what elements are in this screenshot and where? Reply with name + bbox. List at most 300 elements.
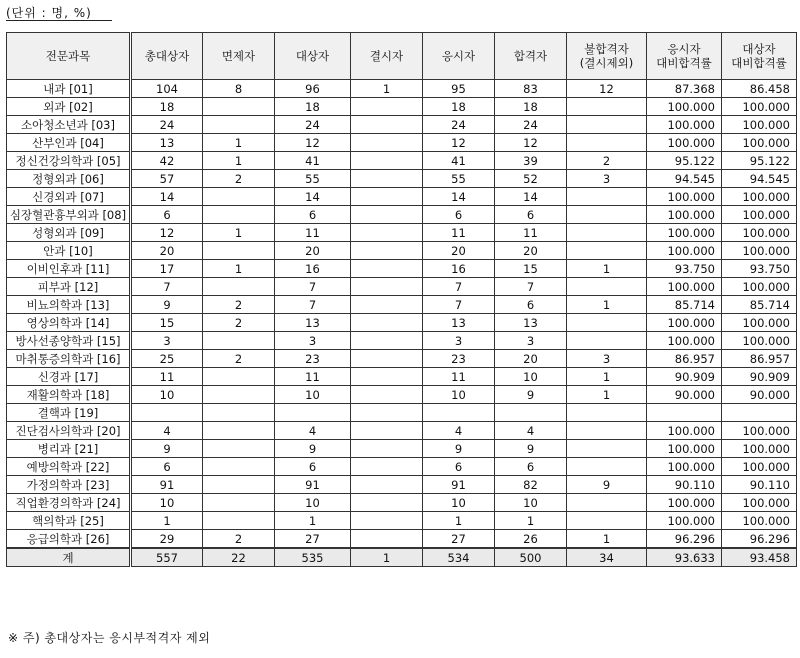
- total-cell: 20: [131, 242, 203, 260]
- rate-target-cell: 100.000: [722, 458, 797, 476]
- applicants-cell: 95: [423, 80, 495, 98]
- total-cell: 6: [131, 206, 203, 224]
- passed-cell: [495, 404, 567, 422]
- passed-cell: 82: [495, 476, 567, 494]
- applicants-cell: 4: [423, 422, 495, 440]
- rate-target-cell: [722, 404, 797, 422]
- passed-cell: 20: [495, 242, 567, 260]
- exempt-cell: [203, 476, 275, 494]
- header-exempt: 면제자: [203, 33, 275, 80]
- target-cell: 41: [275, 152, 351, 170]
- table-row: [7, 512, 797, 530]
- rate-target-cell: 86.957: [722, 350, 797, 368]
- rate-target-cell: 94.545: [722, 170, 797, 188]
- passed-cell: 3: [495, 332, 567, 350]
- absent-cell: [351, 458, 423, 476]
- applicants-cell: [423, 404, 495, 422]
- rate-target-cell: 100.000: [722, 224, 797, 242]
- subject-cell: 정신건강의학과 [05]: [7, 152, 131, 170]
- target-cell: 55: [275, 170, 351, 188]
- passed-cell: 15: [495, 260, 567, 278]
- passed-cell: 13: [495, 314, 567, 332]
- target-cell: 9: [275, 440, 351, 458]
- failed-cell: 3: [567, 170, 647, 188]
- table-row: [7, 98, 797, 116]
- header-rate-target-line1: 대상자: [742, 42, 776, 56]
- exempt-cell: 2: [203, 530, 275, 549]
- total-cell: 1: [131, 512, 203, 530]
- subject-cell: 응급의학과 [26]: [7, 530, 131, 549]
- absent-cell: [351, 296, 423, 314]
- table-row: [7, 206, 797, 224]
- header-failed: [567, 33, 647, 80]
- header-rate-app-line2: 대비합격률: [656, 56, 712, 70]
- rate-target-cell: 90.909: [722, 368, 797, 386]
- rate-target-cell: 100.000: [722, 206, 797, 224]
- failed-cell: 3: [567, 350, 647, 368]
- target-cell: 11: [275, 224, 351, 242]
- target-cell: 12: [275, 134, 351, 152]
- absent-cell: [351, 134, 423, 152]
- rate-applicants-cell: 90.909: [647, 368, 722, 386]
- header-rate-app-line1: 응시자: [667, 42, 701, 56]
- rate-target-cell: 96.296: [722, 530, 797, 549]
- total-cell: 24: [131, 116, 203, 134]
- target-cell: 27: [275, 530, 351, 549]
- rate-applicants-cell: 100.000: [647, 188, 722, 206]
- applicants-cell: 6: [423, 206, 495, 224]
- total-cell: 9: [131, 296, 203, 314]
- rate-applicants-cell: 85.714: [647, 296, 722, 314]
- passed-cell: 11: [495, 224, 567, 242]
- rate-target-cell: 100.000: [722, 242, 797, 260]
- rate-applicants-cell: 93.750: [647, 260, 722, 278]
- header-rate-target-line2: 대비합격률: [731, 56, 787, 70]
- table-row: [7, 134, 797, 152]
- applicants-cell: 534: [423, 548, 495, 567]
- table-row: [7, 296, 797, 314]
- passed-cell: 6: [495, 458, 567, 476]
- absent-cell: [351, 476, 423, 494]
- failed-cell: 1: [567, 530, 647, 549]
- exempt-cell: 8: [203, 80, 275, 98]
- total-cell: [131, 404, 203, 422]
- absent-cell: [351, 314, 423, 332]
- rate-applicants-cell: 100.000: [647, 134, 722, 152]
- applicants-cell: 24: [423, 116, 495, 134]
- subject-cell: 이비인후과 [11]: [7, 260, 131, 278]
- exempt-cell: [203, 278, 275, 296]
- total-cell: 3: [131, 332, 203, 350]
- target-cell: 535: [275, 548, 351, 567]
- table-row: [7, 152, 797, 170]
- failed-cell: [567, 98, 647, 116]
- target-cell: 24: [275, 116, 351, 134]
- exempt-cell: 2: [203, 170, 275, 188]
- rate-target-cell: 100.000: [722, 278, 797, 296]
- header-failed-line1: 불합격자: [584, 42, 629, 56]
- table-row: [7, 188, 797, 206]
- header-passed: 합격자: [495, 33, 567, 80]
- exempt-cell: [203, 332, 275, 350]
- rate-applicants-cell: 100.000: [647, 332, 722, 350]
- target-cell: 13: [275, 314, 351, 332]
- failed-cell: [567, 224, 647, 242]
- total-cell: 12: [131, 224, 203, 242]
- rate-applicants-cell: 90.110: [647, 476, 722, 494]
- unit-label: (단위 : 명, %): [6, 6, 92, 20]
- passed-cell: 10: [495, 494, 567, 512]
- exempt-cell: [203, 494, 275, 512]
- subject-cell: 방사선종양학과 [15]: [7, 332, 131, 350]
- table-row: [7, 440, 797, 458]
- passed-cell: 83: [495, 80, 567, 98]
- rate-target-cell: 90.000: [722, 386, 797, 404]
- absent-cell: [351, 170, 423, 188]
- failed-cell: [567, 134, 647, 152]
- failed-cell: [567, 206, 647, 224]
- failed-cell: [567, 116, 647, 134]
- target-cell: 3: [275, 332, 351, 350]
- absent-cell: 1: [351, 548, 423, 567]
- rate-target-cell: 100.000: [722, 440, 797, 458]
- target-cell: 23: [275, 350, 351, 368]
- subject-cell: 외과 [02]: [7, 98, 131, 116]
- table-row: [7, 332, 797, 350]
- subject-cell: 소아청소년과 [03]: [7, 116, 131, 134]
- exempt-cell: [203, 440, 275, 458]
- exempt-cell: 1: [203, 260, 275, 278]
- total-cell: 15: [131, 314, 203, 332]
- absent-cell: [351, 278, 423, 296]
- exempt-cell: 22: [203, 548, 275, 567]
- applicants-cell: 10: [423, 386, 495, 404]
- passed-cell: 7: [495, 278, 567, 296]
- failed-cell: 1: [567, 296, 647, 314]
- failed-cell: [567, 494, 647, 512]
- table-row: [7, 116, 797, 134]
- absent-cell: [351, 260, 423, 278]
- rate-applicants-cell: 100.000: [647, 458, 722, 476]
- rate-applicants-cell: 96.296: [647, 530, 722, 549]
- applicants-cell: 18: [423, 98, 495, 116]
- total-cell: 10: [131, 494, 203, 512]
- applicants-cell: 27: [423, 530, 495, 549]
- absent-cell: [351, 332, 423, 350]
- subject-cell: 계: [7, 548, 131, 567]
- applicants-cell: 10: [423, 494, 495, 512]
- rate-applicants-cell: 100.000: [647, 440, 722, 458]
- table-row: [7, 170, 797, 188]
- exempt-cell: [203, 98, 275, 116]
- subject-cell: 비뇨의학과 [13]: [7, 296, 131, 314]
- absent-cell: [351, 494, 423, 512]
- passed-cell: 6: [495, 206, 567, 224]
- subject-cell: 정형외과 [06]: [7, 170, 131, 188]
- applicants-cell: 20: [423, 242, 495, 260]
- applicants-cell: 1: [423, 512, 495, 530]
- applicants-cell: 13: [423, 314, 495, 332]
- rate-target-cell: 100.000: [722, 188, 797, 206]
- applicants-cell: 23: [423, 350, 495, 368]
- failed-cell: [567, 458, 647, 476]
- header-subject: 전문과목: [7, 33, 131, 80]
- exempt-cell: [203, 404, 275, 422]
- target-cell: 14: [275, 188, 351, 206]
- rate-applicants-cell: 86.957: [647, 350, 722, 368]
- rate-target-cell: 100.000: [722, 314, 797, 332]
- subject-cell: 진단검사의학과 [20]: [7, 422, 131, 440]
- rate-target-cell: 93.458: [722, 548, 797, 567]
- subject-cell: 성형외과 [09]: [7, 224, 131, 242]
- passed-cell: 24: [495, 116, 567, 134]
- total-cell: 29: [131, 530, 203, 549]
- rate-target-cell: 100.000: [722, 494, 797, 512]
- table-row: [7, 458, 797, 476]
- failed-cell: 34: [567, 548, 647, 567]
- passed-cell: 14: [495, 188, 567, 206]
- absent-cell: [351, 152, 423, 170]
- exempt-cell: [203, 368, 275, 386]
- rate-target-cell: 95.122: [722, 152, 797, 170]
- total-cell: 10: [131, 386, 203, 404]
- target-cell: 10: [275, 386, 351, 404]
- header-total: 총대상자: [131, 33, 203, 80]
- header-applicants: 응시자: [423, 33, 495, 80]
- rate-applicants-cell: 100.000: [647, 224, 722, 242]
- passed-cell: 26: [495, 530, 567, 549]
- total-cell: 57: [131, 170, 203, 188]
- passed-cell: 10: [495, 368, 567, 386]
- table-row: [7, 278, 797, 296]
- failed-cell: 1: [567, 368, 647, 386]
- subject-cell: 피부과 [12]: [7, 278, 131, 296]
- target-cell: 7: [275, 296, 351, 314]
- failed-cell: 2: [567, 152, 647, 170]
- failed-cell: [567, 278, 647, 296]
- target-cell: 20: [275, 242, 351, 260]
- rate-applicants-cell: 100.000: [647, 98, 722, 116]
- total-cell: 104: [131, 80, 203, 98]
- subject-cell: 심장혈관흉부외과 [08]: [7, 206, 131, 224]
- header-rate-target: [722, 33, 797, 80]
- passed-cell: 12: [495, 134, 567, 152]
- passed-cell: 18: [495, 98, 567, 116]
- passed-cell: 6: [495, 296, 567, 314]
- absent-cell: [351, 404, 423, 422]
- total-cell: 25: [131, 350, 203, 368]
- applicants-cell: 9: [423, 440, 495, 458]
- unit-underline: [6, 20, 112, 21]
- total-cell: 9: [131, 440, 203, 458]
- rate-applicants-cell: 100.000: [647, 314, 722, 332]
- applicants-cell: 41: [423, 152, 495, 170]
- absent-cell: [351, 98, 423, 116]
- subject-cell: 결핵과 [19]: [7, 404, 131, 422]
- absent-cell: 1: [351, 80, 423, 98]
- failed-cell: 1: [567, 260, 647, 278]
- applicants-cell: 14: [423, 188, 495, 206]
- exempt-cell: [203, 242, 275, 260]
- rate-target-cell: 85.714: [722, 296, 797, 314]
- subject-cell: 병리과 [21]: [7, 440, 131, 458]
- absent-cell: [351, 116, 423, 134]
- subject-cell: 산부인과 [04]: [7, 134, 131, 152]
- subject-cell: 마취통증의학과 [16]: [7, 350, 131, 368]
- target-cell: 4: [275, 422, 351, 440]
- total-cell: 11: [131, 368, 203, 386]
- total-cell: 42: [131, 152, 203, 170]
- target-cell: 10: [275, 494, 351, 512]
- table-row: [7, 386, 797, 404]
- absent-cell: [351, 188, 423, 206]
- applicants-cell: 12: [423, 134, 495, 152]
- rate-target-cell: 100.000: [722, 512, 797, 530]
- absent-cell: [351, 386, 423, 404]
- rate-applicants-cell: 87.368: [647, 80, 722, 98]
- exempt-cell: 1: [203, 152, 275, 170]
- failed-cell: [567, 404, 647, 422]
- failed-cell: [567, 512, 647, 530]
- table-row: [7, 368, 797, 386]
- passed-cell: 20: [495, 350, 567, 368]
- exempt-cell: 2: [203, 350, 275, 368]
- absent-cell: [351, 512, 423, 530]
- absent-cell: [351, 422, 423, 440]
- rate-applicants-cell: [647, 404, 722, 422]
- exempt-cell: [203, 386, 275, 404]
- exempt-cell: [203, 458, 275, 476]
- absent-cell: [351, 206, 423, 224]
- absent-cell: [351, 242, 423, 260]
- header-row: [7, 33, 797, 80]
- header-absent: 결시자: [351, 33, 423, 80]
- passed-cell: 4: [495, 422, 567, 440]
- rate-target-cell: 100.000: [722, 134, 797, 152]
- exempt-cell: [203, 206, 275, 224]
- target-cell: 11: [275, 368, 351, 386]
- subject-cell: 영상의학과 [14]: [7, 314, 131, 332]
- rate-applicants-cell: 93.633: [647, 548, 722, 567]
- total-cell: 4: [131, 422, 203, 440]
- rate-applicants-cell: 100.000: [647, 422, 722, 440]
- exam-results-table: [6, 32, 797, 567]
- table-row: [7, 242, 797, 260]
- table-row: [7, 494, 797, 512]
- rate-applicants-cell: 100.000: [647, 206, 722, 224]
- rate-applicants-cell: 100.000: [647, 512, 722, 530]
- rate-applicants-cell: 100.000: [647, 494, 722, 512]
- target-cell: 91: [275, 476, 351, 494]
- absent-cell: [351, 350, 423, 368]
- total-cell: 13: [131, 134, 203, 152]
- applicants-cell: 55: [423, 170, 495, 188]
- table-row: [7, 404, 797, 422]
- rate-target-cell: 100.000: [722, 422, 797, 440]
- exempt-cell: 1: [203, 134, 275, 152]
- subject-cell: 신경외과 [07]: [7, 188, 131, 206]
- subject-cell: 내과 [01]: [7, 80, 131, 98]
- absent-cell: [351, 530, 423, 549]
- subject-cell: 안과 [10]: [7, 242, 131, 260]
- applicants-cell: 3: [423, 332, 495, 350]
- target-cell: [275, 404, 351, 422]
- total-cell: 6: [131, 458, 203, 476]
- footnote: ※ 주) 총대상자는 응시부적격자 제외: [8, 631, 211, 645]
- subject-cell: 재활의학과 [18]: [7, 386, 131, 404]
- exempt-cell: 2: [203, 296, 275, 314]
- total-cell: 17: [131, 260, 203, 278]
- passed-cell: 1: [495, 512, 567, 530]
- failed-cell: 9: [567, 476, 647, 494]
- table-row: [7, 80, 797, 98]
- applicants-cell: 7: [423, 296, 495, 314]
- exempt-cell: [203, 188, 275, 206]
- target-cell: 96: [275, 80, 351, 98]
- rate-target-cell: 86.458: [722, 80, 797, 98]
- rate-applicants-cell: 100.000: [647, 242, 722, 260]
- passed-cell: 52: [495, 170, 567, 188]
- rate-target-cell: 93.750: [722, 260, 797, 278]
- target-cell: 1: [275, 512, 351, 530]
- subject-cell: 신경과 [17]: [7, 368, 131, 386]
- total-cell: 14: [131, 188, 203, 206]
- table-row: [7, 260, 797, 278]
- exempt-cell: [203, 422, 275, 440]
- applicants-cell: 91: [423, 476, 495, 494]
- total-cell: 557: [131, 548, 203, 567]
- exempt-cell: [203, 116, 275, 134]
- rate-target-cell: 100.000: [722, 116, 797, 134]
- exempt-cell: [203, 512, 275, 530]
- rate-applicants-cell: 95.122: [647, 152, 722, 170]
- failed-cell: [567, 422, 647, 440]
- applicants-cell: 11: [423, 368, 495, 386]
- header-rate-applicants: [647, 33, 722, 80]
- total-cell: 18: [131, 98, 203, 116]
- subject-cell: 가정의학과 [23]: [7, 476, 131, 494]
- target-cell: 6: [275, 206, 351, 224]
- failed-cell: [567, 314, 647, 332]
- table-row: [7, 476, 797, 494]
- absent-cell: [351, 440, 423, 458]
- failed-cell: [567, 242, 647, 260]
- rate-target-cell: 90.110: [722, 476, 797, 494]
- target-cell: 7: [275, 278, 351, 296]
- rate-target-cell: 100.000: [722, 332, 797, 350]
- total-row: [7, 548, 797, 567]
- passed-cell: 9: [495, 386, 567, 404]
- table-row: [7, 422, 797, 440]
- total-cell: 7: [131, 278, 203, 296]
- exempt-cell: 1: [203, 224, 275, 242]
- applicants-cell: 16: [423, 260, 495, 278]
- failed-cell: 1: [567, 386, 647, 404]
- table-row: [7, 350, 797, 368]
- target-cell: 6: [275, 458, 351, 476]
- total-cell: 91: [131, 476, 203, 494]
- absent-cell: [351, 224, 423, 242]
- rate-applicants-cell: 94.545: [647, 170, 722, 188]
- absent-cell: [351, 368, 423, 386]
- subject-cell: 핵의학과 [25]: [7, 512, 131, 530]
- target-cell: 18: [275, 98, 351, 116]
- exempt-cell: 2: [203, 314, 275, 332]
- header-target: 대상자: [275, 33, 351, 80]
- passed-cell: 9: [495, 440, 567, 458]
- failed-cell: [567, 188, 647, 206]
- failed-cell: [567, 440, 647, 458]
